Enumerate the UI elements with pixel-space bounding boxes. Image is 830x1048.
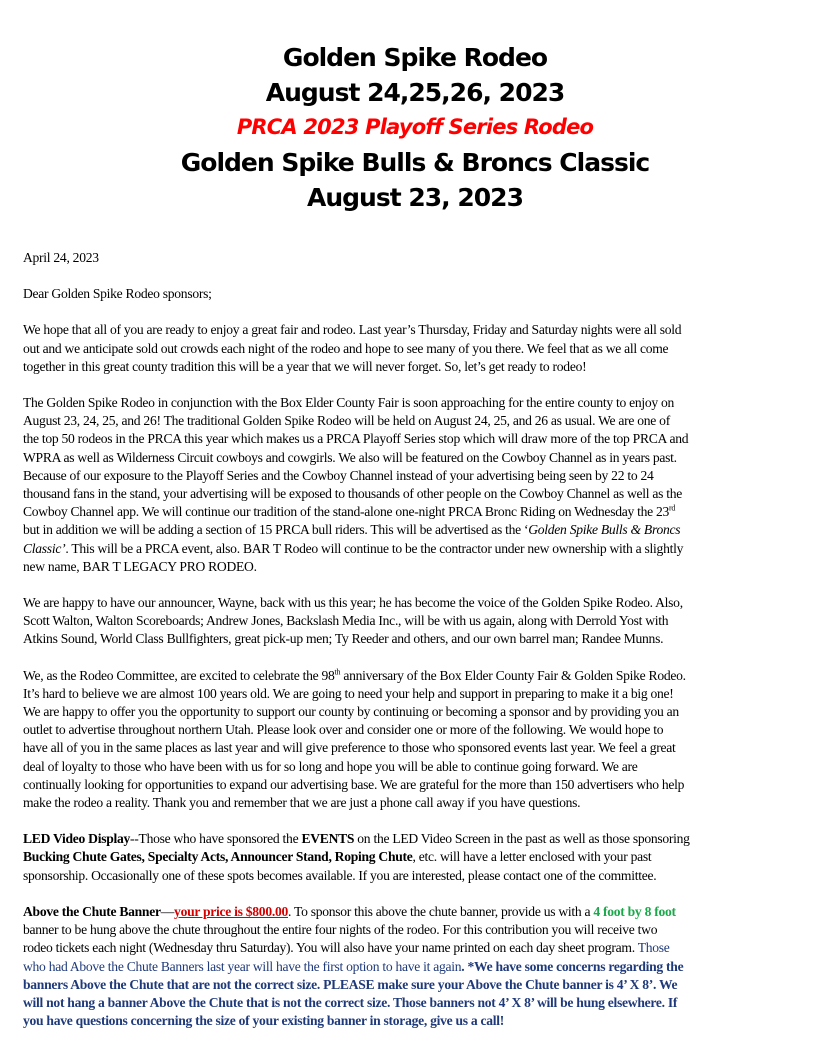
section-heading: LED Video Display [23, 831, 131, 847]
text-line [23, 903, 823, 921]
text-line: deal of loyalty to those who have been with us for so long and hope you will be able to continue going forward. We are [23, 758, 638, 774]
text-line: We are happy to offer you the opportunity to support our county by continuing or becoming a sponsor and by providing you an [23, 704, 679, 720]
letter-body [23, 249, 823, 1048]
banner-size: 4 foot by 8 foot [593, 903, 676, 919]
text-line [23, 848, 823, 866]
text-fragment: Cowboy Channel app. We will continue our tradition of the stand-alone one-night PRCA Bronc Riding on Wednesday the 23 [23, 504, 670, 520]
text-line: out and we anticipate sold out crowds each night of the rodeo and hope to see many of you there. We feel that as we all come [23, 340, 669, 356]
bold-fragment: EVENTS [301, 831, 355, 847]
text-line: new name, BAR T LEGACY PRO RODEO. [23, 558, 257, 574]
text-line [23, 521, 823, 539]
text-line: Because of our exposure to the Playoff Series and the Cowboy Channel instead of your advertising being seen by 22 to 24 [23, 467, 654, 483]
text-line: continually looking for opportunities to expand our advertising base. We are grateful for the more than 150 advertisers who help [23, 776, 685, 792]
salutation: Dear Golden Spike Rodeo sponsors; [23, 286, 212, 302]
event-dates: August 24,25,26, 2023 [265, 78, 565, 107]
section-above-chute-banner [23, 903, 823, 1030]
text-line [23, 540, 823, 558]
text-line [23, 830, 823, 848]
paragraph-staff [23, 594, 823, 649]
text-line [23, 503, 823, 521]
paragraph-intro [23, 321, 823, 376]
section-heading: Above the Chute Banner [23, 903, 161, 919]
playoff-subtitle: PRCA 2023 Playoff Series Rodeo [236, 115, 594, 139]
text-line: We are happy to have our announcer, Wayne, back with us this year; he has become the voice of the Golden Spike Rodeo. Also, [23, 595, 683, 611]
notice-line: banners Above the Chute that are not the correct size. PLEASE make sure your Above the Chute banner is 4’ X 8’. We [23, 976, 678, 992]
text-fragment: rodeo tickets each night (Wednesday thru Saturday). You will also have your name printed on each day sheet program. [23, 940, 638, 956]
text-line: It’s hard to believe we are almost 100 years old. We are going to need your help and support in preparing to make it a big one! [23, 685, 674, 701]
text-fragment: on the LED Video Screen in the past as well as those sponsoring [354, 831, 690, 847]
paragraph-event-details [23, 394, 823, 576]
ordinal-suffix: th [334, 667, 341, 677]
event-title: Golden Spike Rodeo [282, 43, 548, 72]
text-line: banner to be hung above the chute throughout the entire four nights of the rodeo. For this contribution you will receive two [23, 922, 658, 938]
classic-name-italic: Classic’ [23, 540, 66, 556]
text-line: the top 50 rodeos in the PRCA this year which makes us a PRCA Playoff Series stop which will draw more of the top PRCA and [23, 431, 689, 447]
text-line: We hope that all of you are ready to enjoy a great fair and rodeo. Last year’s Thursday, Friday and Saturday nights were all sold [23, 322, 682, 338]
navy-fragment: who had Above the Chute Banners last year will have the first option to have it again [23, 958, 462, 974]
classic-name-italic: Golden Spike Bulls & Broncs [528, 522, 681, 538]
text-fragment: . This will be a PRCA event, also. BAR T Rodeo will continue to be the contractor under new ownership with a slightly [65, 540, 684, 556]
bold-fragment: Bucking Chute Gates, Specialty Acts, Announcer Stand, Roping Chute [23, 849, 413, 865]
text-line: together in this great county tradition this will be a year that we will never forget. So, let’s get ready to rodeo! [23, 358, 587, 374]
notice-line: will not hang a banner Above the Chute that is not the correct size. Those banners not 4’ X 8’ will be hung elsewhere. If [23, 994, 678, 1010]
text-line: The Golden Spike Rodeo in conjunction with the Box Elder County Fair is soon approaching for the entire county to enjoy on [23, 395, 675, 411]
text-line: sponsorship. Occasionally one of these spots becomes available. If you are interested, please contact one of the committee. [23, 867, 657, 883]
text-fragment: -- [130, 831, 139, 847]
notice-bold: . *We have some concerns regarding the [461, 958, 684, 974]
text-line: Atkins Sound, World Class Bullfighters, great pick-up men; Ty Reeder and others, and our own barrel man; Randee Munns. [23, 631, 664, 647]
text-fragment: but in addition we will be adding a section of 15 PRCA bull riders. This will be advertised as the ‘ [23, 522, 529, 538]
text-line: outlet to advertise throughout northern Utah. Please look over and consider one or more of the following. We would hope to [23, 722, 664, 738]
text-line [23, 958, 823, 976]
banner-price: your price is $800.00 [174, 903, 288, 919]
notice-line: you have questions concerning the size of your existing banner in storage, give us a call! [23, 1013, 505, 1029]
text-line: WPRA as well as Wilderness Circuit cowboys and cowgirls. We also will be featured on the Cowboy Channel as in years past. [23, 449, 677, 465]
classic-title: Golden Spike Bulls & Broncs Classic [180, 148, 650, 177]
text-fragment: — [160, 903, 175, 919]
section-led-video-display [23, 830, 823, 885]
text-line: have all of you in the same places as last year and will give preference to those who sponsored events last year. We feel a great [23, 740, 676, 756]
text-line: make the rodeo a reality. Thank you and remember that we are just a phone call away if you have questions. [23, 795, 581, 811]
paragraph-anniversary [23, 667, 823, 813]
text-fragment: anniversary of the Box Elder County Fair & Golden Spike Rodeo. [340, 667, 686, 683]
letter-header [0, 40, 830, 215]
text-line: Scott Walton, Walton Scoreboards; Andrew Jones, Backslash Media Inc., will be with us again, along with Derrold Yost with [23, 613, 669, 629]
text-fragment: We, as the Rodeo Committee, are excited to celebrate the 98 [23, 667, 335, 683]
text-fragment: Those who have sponsored the [138, 831, 302, 847]
text-line [23, 939, 823, 957]
text-fragment: , etc. will have a letter enclosed with your past [412, 849, 652, 865]
letter-date: April 24, 2023 [23, 250, 99, 265]
text-fragment: . To sponsor this above the chute banner, provide us with a [288, 903, 594, 919]
text-line: August 23, 24, 25, and 26! The traditional Golden Spike Rodeo will be held on August 24, 25, and 26 as usual. We are one of [23, 413, 670, 429]
classic-date: August 23, 2023 [307, 183, 523, 212]
navy-fragment: Those [637, 940, 670, 956]
text-line [23, 667, 823, 685]
ordinal-suffix: rd [669, 503, 676, 513]
text-line: thousand fans in the stand, your advertising will be exposed to thousands of other people on the Cowboy Channel as well as the [23, 486, 683, 502]
